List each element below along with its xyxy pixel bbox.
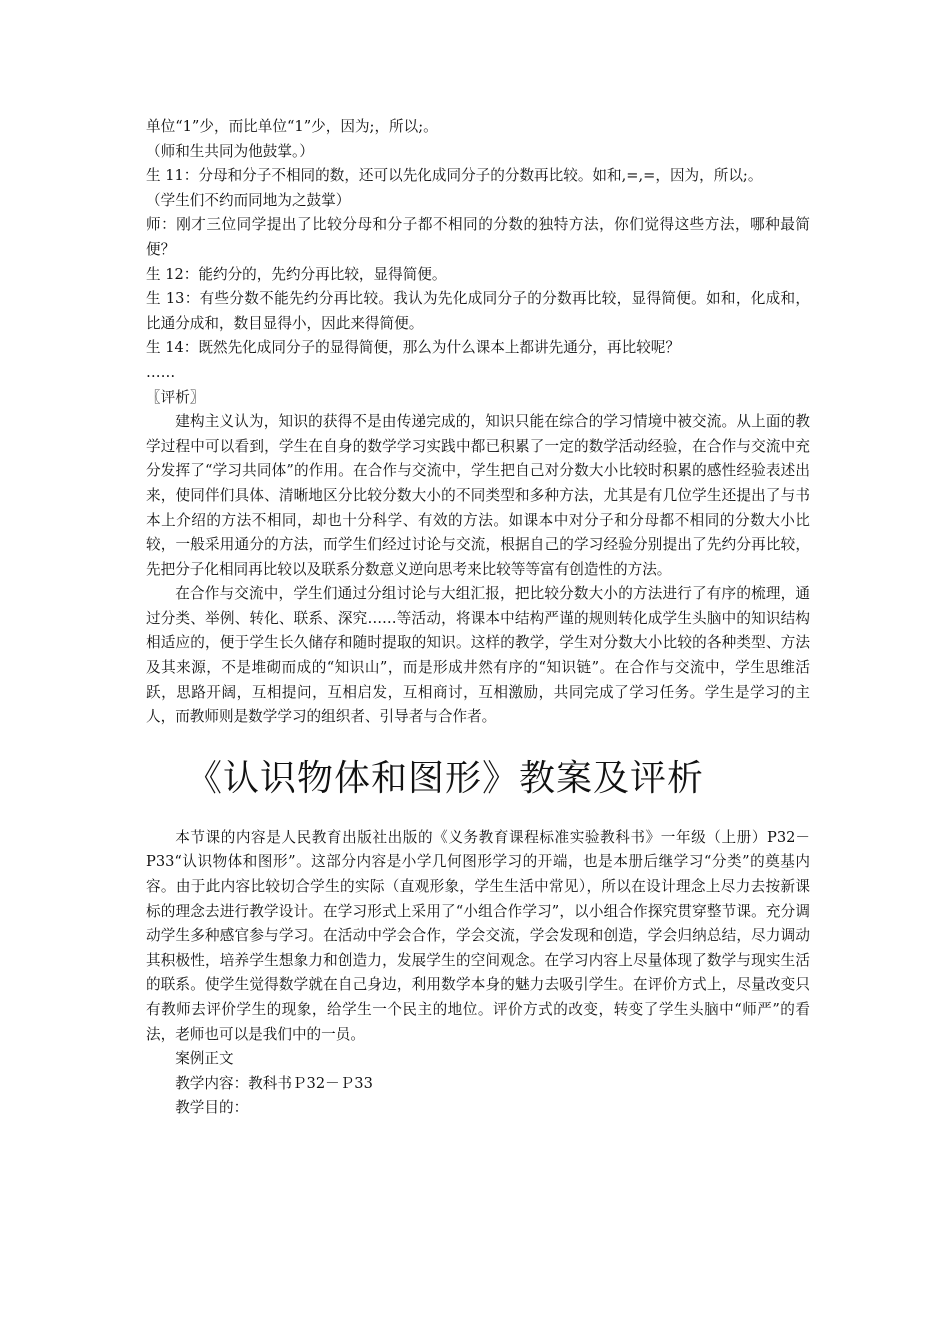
case-label: 案例正文 [175,1050,234,1068]
commentary-section [146,386,810,730]
commentary-heading: 〖评析〗 [146,388,205,406]
commentary-paragraph: 在合作与交流中，学生们通过分组讨论与大组汇报，把比较分数大小的方法进行了有序的梳理，通过分类、举例、转化、联系、深究……等活动，将课本中结构严谨的规则转化成学生头脑中的知识结构相适应的，便于学生长久储存和随时提取的知识。这样的教学，学生对分数大小比较的各种类型、方法及其来源，不是堆砌而成的“知识山”，而是形成井然有序的“知识链”。在合作与交流中，学生思维活跃，思路开阔，互相提问，互相启发，互相商讨，互相激励，共同完成了学习任务。学生是学习的主人，而教师则是数学学习的组织者、引导者与合作者。 [146,585,810,726]
dialogue-line: 生 14：既然先化成同分子的显得简便，那么为什么课本上都讲先通分，再比较呢？ [146,339,680,357]
dialogue-line: 生 12：能约分的，先约分再比较，显得简便。 [146,265,447,283]
dialogue-line: 师：刚才三位同学提出了比较分母和分子都不相同的分数的独特方法，你们觉得这些方法，哪种最简便？ [146,216,810,258]
section-title: 《认识物体和图形》教案及评析 [186,757,705,799]
teaching-goal-line: 教学目的： [175,1099,249,1117]
dialogue-line: 生 13：有些分数不能先约分再比较。我认为先化成同分子的分数再比较，显得简便。如和，化成和，比通分成和，数目显得小，因此来得简便。 [146,290,810,332]
dialogue-line: 单位“1”少，而比单位“1”少，因为;，所以;。 [146,118,438,135]
commentary-paragraph: 建构主义认为，知识的获得不是由传递完成的，知识只能在综合的学习情境中被交流。从上面的教学过程中可以看到，学生在自身的数学学习实践中都已积累了一定的数学活动经验，在合作与交流中充分发挥了“学习共同体”的作用。在合作与交流中，学生把自己对分数大小比较时积累的感性经验表述出来，使同伴们具体、清晰地区分比较分数大小的不同类型和多种方法，尤其是有几位学生还提出了与书本上介绍的方法不相同，却也十分科学、有效的方法。如课本中对分子和分母都不相同的分数大小比较，一般采用通分的方法，而学生们经过讨论与交流，根据自己的学习经验分别提出了先约分再比较，先把分子化相同再比较以及联系分数意义逆向思考来比较等等富有创造性的方法。 [146,413,810,578]
teaching-content-line: 教学内容：教科书Ｐ32－Ｐ33 [175,1074,373,1092]
lesson-section [146,826,810,1121]
dialogue-line: （学生们不约而同地为之鼓掌） [146,191,351,209]
dialogue-line: （师和生共同为他鼓掌。） [146,142,314,160]
intro-paragraph: 本节课的内容是人民教育出版社出版的《义务教育课程标准实验教科书》一年级（上册）P32－P33“认识物体和图形”。这部分内容是小学几何图形学习的开端，也是本册后继学习“分类”的奠基内容。由于此内容比较切合学生的实际（直观形象，学生生活中常见），所以在设计理念上尽力去按新课标的理念去进行教学设计。在学习形式上采用了“小组合作学习”，以小组合作探究贯穿整节课。充分调动学生多种感官参与学习。在活动中学会合作，学会交流，学会发现和创造，学会归纳总结，尽力调动其积极性，培养学生想象力和创造力，发展学生的空间观念。在学习内容上尽量体现了数学与现实生活的联系。使学生觉得数学就在自己身边，利用数学本身的魅力去吸引学生。在评价方式上，尽量改变只有教师去评价学生的现象，给学生一个民主的地位。评价方式的改变，转变了学生头脑中“师严”的看法，老师也可以是我们中的一员。 [146,828,810,1043]
dialogue-section [146,115,810,386]
ellipsis-line: …… [146,363,176,381]
dialogue-line: 生 11：分母和分子不相同的数，还可以先化成同分子的分数再比较。如和,=,=，因为，所以;。 [146,167,763,185]
